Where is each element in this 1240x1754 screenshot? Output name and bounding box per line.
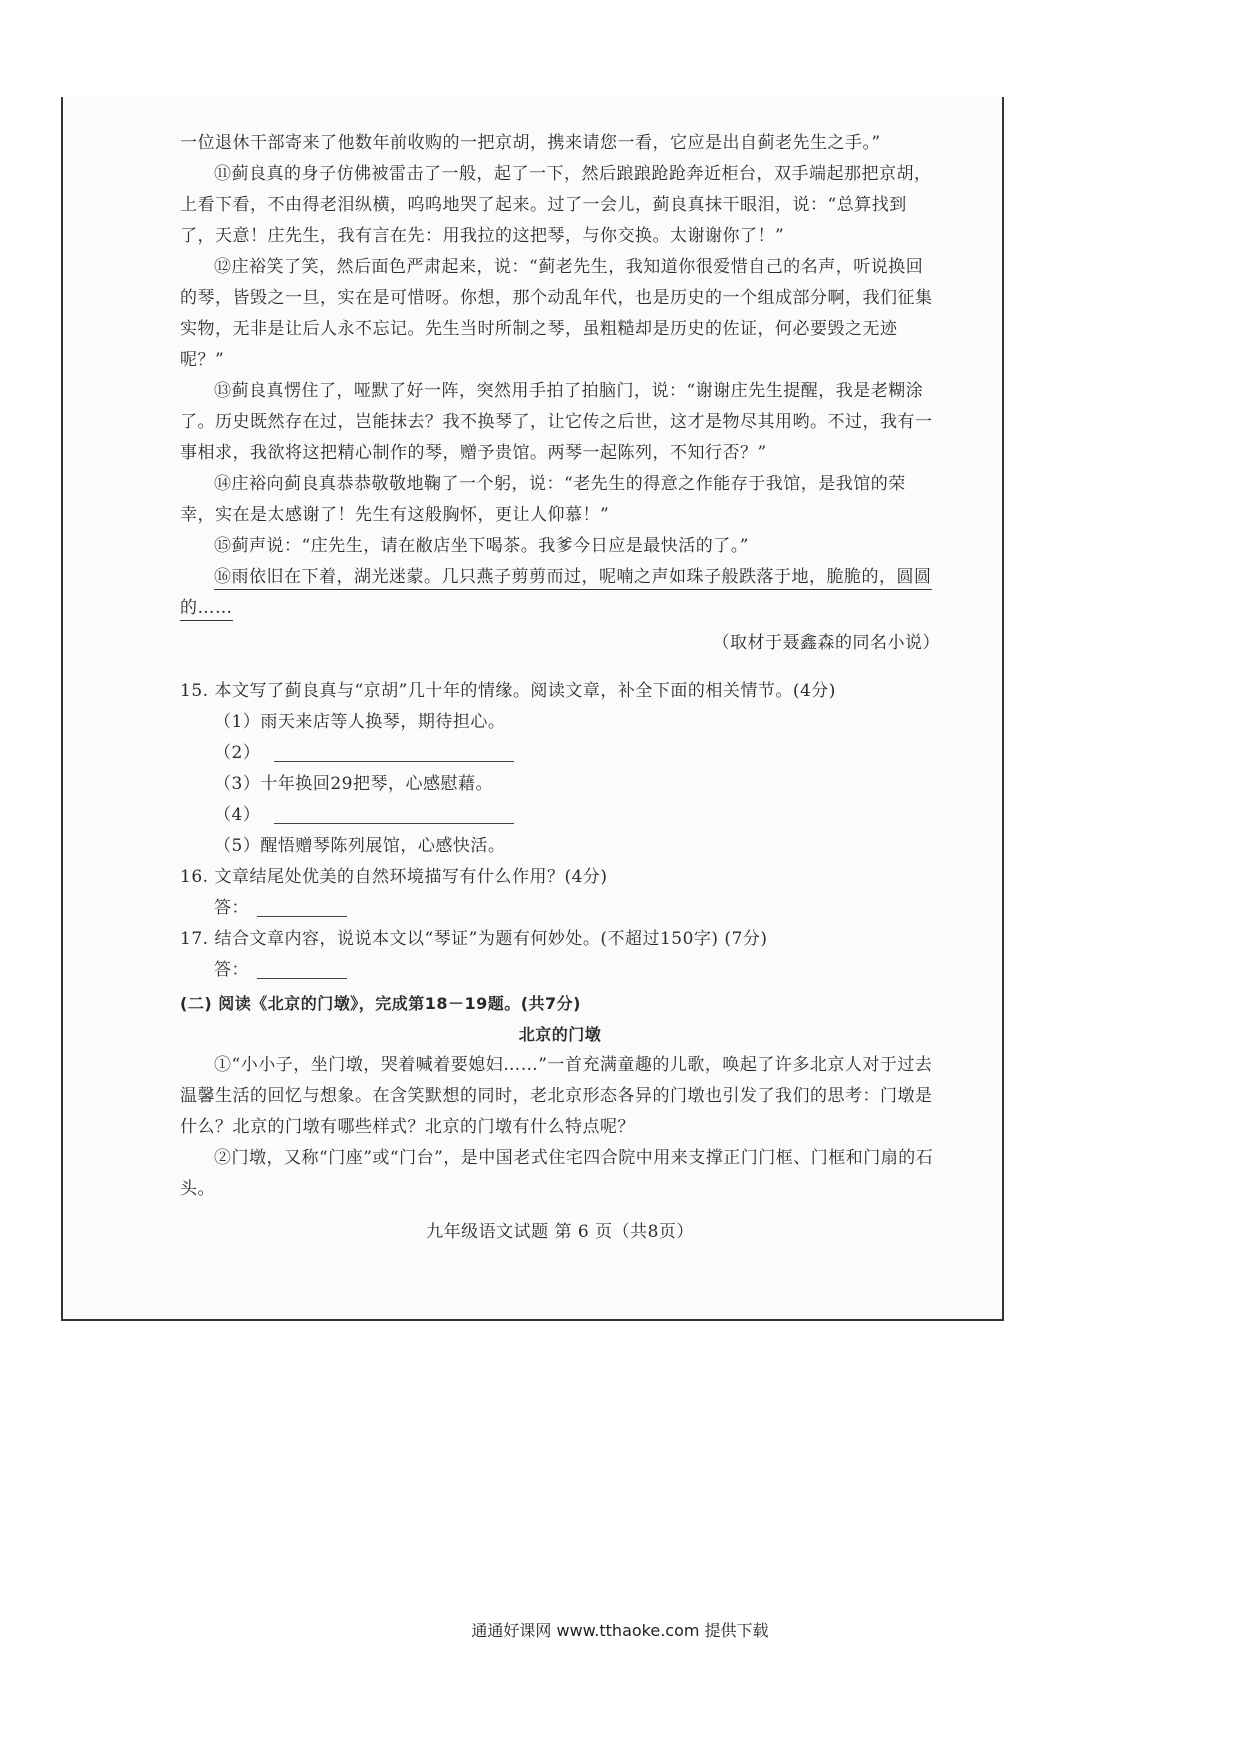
question-15-item-5: （5）醒悟赠琴陈列展馆，心感快活。 <box>214 836 506 856</box>
question-16: 16. 文章结尾处优美的自然环境描写有什么作用？(4分) <box>180 867 608 887</box>
story-paragraph-11: ⑪蓟良真的身子仿佛被雷击了一般，起了一下，然后踉踉跄跄奔近柜台，双手端起那把京胡，上看下看，不由得老泪纵横，呜呜地哭了起来。过了一会儿，蓟良真抹干眼泪，说：“总算找到了，天意！庄先生，我有言在先：用我拉的这把琴，与你交换。太谢谢你了！” <box>180 164 932 246</box>
page-footer: 九年级语文试题 第 6 页（共8页） <box>426 1222 694 1242</box>
question-15-item-4 <box>180 800 940 831</box>
exam-page-content <box>180 128 940 1265</box>
answer-blank-17[interactable] <box>257 962 347 979</box>
question-16-answer-label: 答： <box>214 898 249 918</box>
story-paragraph-10-tail: 一位退休干部寄来了他数年前收购的一把京胡，携来请您一看，它应是出自蓟老先生之手。” <box>180 133 881 153</box>
section-2-heading: (二) 阅读《北京的门墩》，完成第18－19题。(共7分) <box>180 994 581 1013</box>
question-15-item-2-label: （2） <box>214 743 261 763</box>
question-15-item-3: （3）十年换回29把琴，心感慰藉。 <box>214 774 493 794</box>
story-source: （取材于聂鑫森的同名小说） <box>712 633 940 653</box>
question-15-item-4-label: （4） <box>214 805 261 825</box>
question-15-item-1: （1）雨天来店等人换琴，期待担心。 <box>214 712 506 732</box>
article-paragraph-2: ②门墩，又称“门座”或“门台”，是中国老式住宅四合院中用来支撑正门门框、门框和门扇的石头。 <box>180 1148 934 1199</box>
question-17: 17. 结合文章内容，说说本文以“琴证”为题有何妙处。(不超过150字) (7分) <box>180 929 768 949</box>
story-paragraph-16 <box>180 562 940 624</box>
story-paragraph-15: ⑮蓟声说：“庄先生，请在敝店坐下喝茶。我爹今日应是最快活的了。” <box>214 536 749 556</box>
underlined-ending-text: ⑯雨依旧在下着，湖光迷蒙。几只燕子剪剪而过，呢喃之声如珠子般跌落于地，脆脆的，圆圆的…… <box>180 567 932 621</box>
story-paragraph-12: ⑫庄裕笑了笑，然后面色严肃起来，说：“蓟老先生，我知道你很爱惜自己的名声，听说换回的琴，皆毁之一旦，实在是可惜呀。你想，那个动乱年代，也是历史的一个组成部分啊，我们征集实物，无非是让后人永不忘记。先生当时所制之琴，虽粗糙却是历史的佐证，何必要毁之无迹呢？” <box>180 257 933 370</box>
question-15: 15. 本文写了蓟良真与“京胡”几十年的情缘。阅读文章，补全下面的相关情节。(4分) <box>180 681 836 701</box>
download-watermark: 通通好课网 www.tthaoke.com 提供下载 <box>471 1621 769 1640</box>
answer-blank-2[interactable] <box>274 745 514 762</box>
question-15-item-2 <box>180 738 940 769</box>
question-17-answer <box>180 955 940 986</box>
answer-blank-16[interactable] <box>257 900 347 917</box>
question-17-answer-label: 答： <box>214 960 249 980</box>
question-16-answer <box>180 893 940 924</box>
story-paragraph-14: ⑭庄裕向蓟良真恭恭敬敬地鞠了一个躬，说：“老先生的得意之作能存于我馆，是我馆的荣幸，实在是太感谢了！先生有这般胸怀，更让人仰慕！” <box>180 474 906 525</box>
story-paragraph-13: ⑬蓟良真愣住了，哑默了好一阵，突然用手拍了拍脑门，说：“谢谢庄先生提醒，我是老糊涂了。历史既然存在过，岂能抹去？我不换琴了，让它传之后世，这才是物尽其用哟。不过，我有一事相求，我欲将这把精心制作的琴，赠予贵馆。两琴一起陈列，不知行否？” <box>180 381 933 463</box>
answer-blank-4[interactable] <box>274 807 514 824</box>
article-title: 北京的门墩 <box>518 1025 602 1044</box>
article-paragraph-1: ①“小小子，坐门墩，哭着喊着要媳妇……”一首充满童趣的儿歌，唤起了许多北京人对于过去温馨生活的回忆与想象。在含笑默想的同时，老北京形态各异的门墩也引发了我们的思考：门墩是什么？北京的门墩有哪些样式？北京的门墩有什么特点呢？ <box>180 1055 933 1137</box>
